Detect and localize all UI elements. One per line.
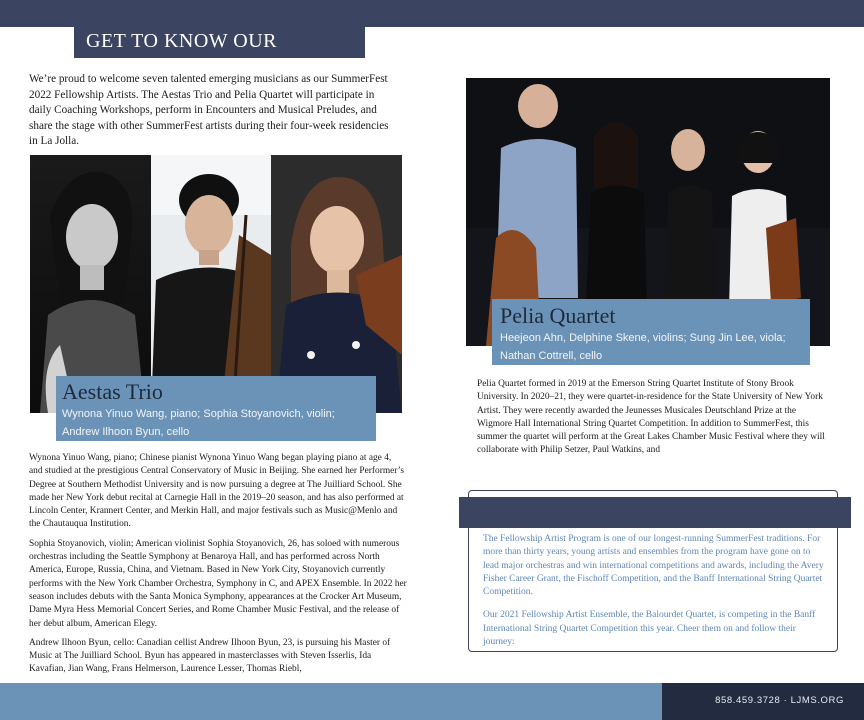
pelia-quartet-members: Heejeon Ahn, Delphine Skene, violins; Sung Jin Lee, viola; Nathan Cottrell, cello bbox=[500, 332, 786, 362]
aestas-trio-label bbox=[56, 376, 376, 441]
page-title bbox=[74, 27, 365, 76]
bio-andrew-byun: Andrew Ilhoon Byun, cello: Canadian cellist Andrew Ilhoon Byun, 23, is pursuing his Master of Music at The Juilliard School. Byun has appeared in masterclasses with Steven Isserlis, Ida Kavafian, Jian Wang, Frans Helmerson, Laurence Lesser, Thomas Riebl, bbox=[29, 637, 391, 675]
page-title-line2: FELLOWSHIP ARTISTS bbox=[86, 54, 303, 76]
footer-band bbox=[0, 683, 662, 720]
photo-wynona-wang bbox=[30, 155, 151, 413]
aestas-bios bbox=[29, 452, 407, 682]
pelia-bio: Pelia Quartet formed in 2019 at the Emerson String Quartet Institute of Stony Brook University. In 2020–21, they were quartet-in-residence for the State University of New York Artist. They were recently awarded the Jeunesses Musicales Deutschland Prize at the Wigmore Hall International String Quartet Competition. In addition to SummerFest, this summer the quartet will perform at the Great Lakes Chamber Music Festival where they will collaborate with Philip Setzer, Paul Watkins, and bbox=[477, 379, 825, 456]
aestas-trio-members: Wynona Yinuo Wang, piano; Sophia Stoyanovich, violin; Andrew Ilhoon Byun, cello bbox=[62, 408, 335, 438]
footer-contact-box bbox=[662, 683, 864, 720]
footer-contact: 858.459.3728 · LJMS.ORG bbox=[715, 695, 844, 706]
callout-paragraph-2: Our 2021 Fellowship Artist Ensemble, the Balourdet Quartet, is competing in the Banff International String Quartet Competition this year. Cheer them on and follow their journey: bbox=[483, 610, 816, 648]
callout-paragraph-1: The Fellowship Artist Program is one of our longest-running SummerFest traditions. For more than thirty years, young artists and ensembles from the program have gone on to lead major orchestras and win international competitions and awards, including the Avery Fisher Career Grant, the Fischoff Competition, and the Banff International String Quartet Competition. bbox=[483, 534, 824, 598]
intro-paragraph: We’re proud to welcome seven talented emerging musicians as our SummerFest 2022 Fellowship Artists. The Aestas Trio and Pelia Quartet will participate in daily Coaching Workshops, perform in Encounters and Musical Preludes, and share the stage with other SummerFest artists during their four-week residencies in La Jolla. bbox=[29, 73, 389, 147]
bio-wynona-wang: Wynona Yinuo Wang, piano; Chinese pianist Wynona Yinuo Wang began playing piano at age 4, and studied at the prestigious Central Conservatory of Music in Beijing. She earned her Performer’s Degree at Southern Methodist University and is now pursuing a degree at The Juilliard School. She made her New York debut recital at Carnegie Hall in the 2019–20 season, and has also performed at Lincoln Center, Krannert Center, and Merkin Hall, and major festivals such as Music@Menlo and the Chautauqua Institution. bbox=[29, 453, 404, 530]
pelia-quartet-name: Pelia Quartet bbox=[500, 303, 616, 328]
bio-sophia-stoyanovich: Sophia Stoyanovich, violin; American violinist Sophia Stoyanovich, 26, has soloed with numerous orchestras including the Seattle Symphony at Benaroya Hall, and has performed across North America, Europe, Russia, China, and Vietnam. Based in New York City, Stoyanovich currently performs with the New York Chamber Orchestra, Symphony in C, and APEX Ensemble. In 2022 her season includes debuts with the Santa Monica Symphony, appearances at the Crocker Art Museum, Dame Myra Hess Memorial Concert Series, and Rome Chamber Music Festival, and the release of her debut album, American Elegy. bbox=[29, 538, 407, 629]
pelia-quartet-label bbox=[492, 299, 810, 365]
top-banner bbox=[0, 0, 864, 27]
callout-header-bar bbox=[459, 497, 851, 528]
page-title-line1: GET TO KNOW OUR bbox=[86, 30, 278, 52]
photo-andrew-byun bbox=[151, 155, 271, 413]
photo-sophia-stoyanovich bbox=[271, 155, 402, 413]
aestas-trio-name: Aestas Trio bbox=[62, 379, 163, 404]
fellowship-callout-text bbox=[483, 533, 828, 659]
